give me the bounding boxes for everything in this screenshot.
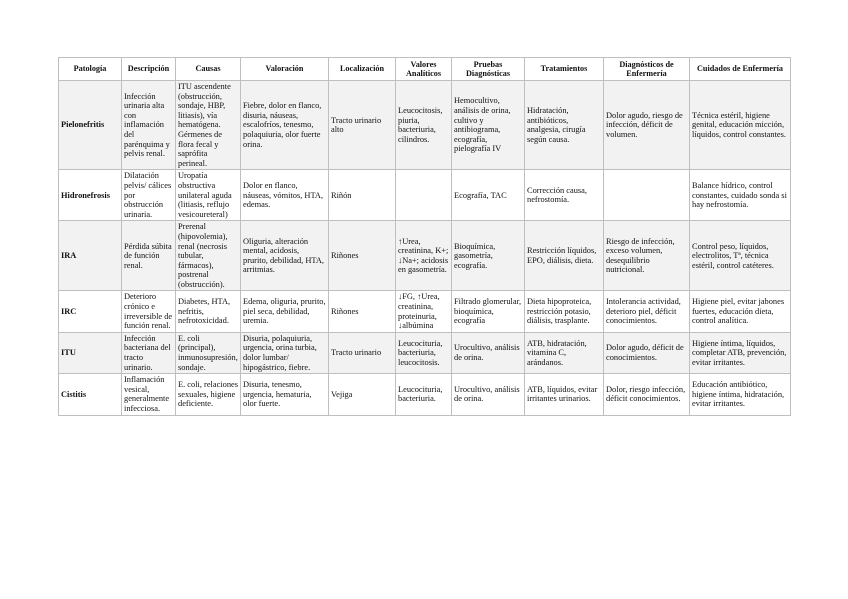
document-page xyxy=(58,57,790,416)
header-descripcion: Descripción xyxy=(122,58,176,81)
cell-diagnosticos: Dolor agudo, riesgo de infección, déficit de volumen. xyxy=(604,81,690,170)
cell-causas: E. coli, relaciones sexuales, higiene deficiente. xyxy=(176,374,241,415)
cell-valoracion: Disuria, tenesmo, urgencia, hematuria, olor fuerte. xyxy=(241,374,329,415)
header-causas: Causas xyxy=(176,58,241,81)
cell-cuidados: Higiene íntima, líquidos, completar ATB, prevención, evitar irritantes. xyxy=(690,332,791,373)
cell-pruebas: Urocultivo, análisis de orina. xyxy=(452,374,525,415)
header-diagnosticos-enfermeria: Diagnósticos de Enfermería xyxy=(604,58,690,81)
cell-tratamientos: Dieta hipoproteica, restricción potasio, diálisis, trasplante. xyxy=(525,291,604,332)
cell-cuidados: Educación antibiótico, higiene íntima, hidratación, evitar irritantes. xyxy=(690,374,791,415)
cell-causas: Uropatía obstructiva unilateral aguda (litiasis, reflujo vesicoureteral) xyxy=(176,170,241,221)
cell-valores: ↑Urea, creatinina, K+; ↓Na+; acidosis en gasometría. xyxy=(396,221,452,291)
header-tratamientos: Tratamientos xyxy=(525,58,604,81)
cell-descripcion: Infección urinaria alta con inflamación del parénquima y pelvis renal. xyxy=(122,81,176,170)
cell-cuidados: Control peso, líquidos, electrolitos, Tª, técnica estéril, control catéteres. xyxy=(690,221,791,291)
cell-diagnosticos: Dolor agudo, déficit de conocimientos. xyxy=(604,332,690,373)
cell-localizacion: Riñones xyxy=(329,291,396,332)
cell-valoracion: Edema, oliguria, prurito, piel seca, debilidad, uremia. xyxy=(241,291,329,332)
cell-causas: Diabetes, HTA, nefritis, nefrotoxicidad. xyxy=(176,291,241,332)
cell-patologia: ITU xyxy=(59,332,122,373)
cell-descripcion: Pérdida súbita de función renal. xyxy=(122,221,176,291)
cell-valores: Leucocitosis, piuria, bacteriuria, cilindros. xyxy=(396,81,452,170)
cell-localizacion: Vejiga xyxy=(329,374,396,415)
cell-diagnosticos xyxy=(604,170,690,221)
cell-valoracion: Disuria, polaquiuria, urgencia, orina turbia, dolor lumbar/ hipogástrico, fiebre. xyxy=(241,332,329,373)
header-patologia: Patología xyxy=(59,58,122,81)
cell-valoracion: Dolor en flanco, náuseas, vómitos, HTA, edemas. xyxy=(241,170,329,221)
table-row xyxy=(59,221,791,291)
cell-cuidados: Balance hídrico, control constantes, cuidado sonda si hay nefrostomía. xyxy=(690,170,791,221)
pathology-table xyxy=(58,57,791,416)
header-cuidados-enfermeria: Cuidados de Enfermería xyxy=(690,58,791,81)
cell-pruebas: Bioquímica, gasometría, ecografía. xyxy=(452,221,525,291)
cell-causas: ITU ascendente (obstrucción, sondaje, HBP, litiasis), vía hematógena. Gérmenes de flora fecal y saprófita perineal. xyxy=(176,81,241,170)
cell-valores: Leucocituria, bacteriuria. xyxy=(396,374,452,415)
cell-localizacion: Riñón xyxy=(329,170,396,221)
cell-diagnosticos: Dolor, riesgo infección, déficit conocimientos. xyxy=(604,374,690,415)
table-row xyxy=(59,81,791,170)
cell-patologia: IRC xyxy=(59,291,122,332)
cell-localizacion: Tracto urinario xyxy=(329,332,396,373)
cell-tratamientos: Restricción líquidos, EPO, diálisis, dieta. xyxy=(525,221,604,291)
cell-causas: E. coli (principal), inmunosupresión, sondaje. xyxy=(176,332,241,373)
cell-patologia: IRA xyxy=(59,221,122,291)
header-pruebas-diagnosticas: Pruebas Diagnósticas xyxy=(452,58,525,81)
cell-tratamientos: Hidratación, antibióticos, analgesia, cirugía según causa. xyxy=(525,81,604,170)
cell-cuidados: Higiene piel, evitar jabones fuertes, educación dieta, control analítica. xyxy=(690,291,791,332)
cell-valores: Leucocituria, bacteriuria, leucocitosis. xyxy=(396,332,452,373)
cell-cuidados: Técnica estéril, higiene genital, educación micción, líquidos, control constantes. xyxy=(690,81,791,170)
cell-pruebas: Urocultivo, análisis de orina. xyxy=(452,332,525,373)
cell-valoracion: Fiebre, dolor en flanco, disuria, náuseas, escalofríos, tenesmo, polaquiuria, olor fuerte orina. xyxy=(241,81,329,170)
cell-localizacion: Riñones xyxy=(329,221,396,291)
cell-descripcion: Dilatación pelvis/ cálices por obstrucción urinaria. xyxy=(122,170,176,221)
cell-patologia: Hidronefrosis xyxy=(59,170,122,221)
table-header-row xyxy=(59,58,791,81)
cell-valores: ↓FG, ↑Urea, creatinina, proteinuria, ↓albúmina xyxy=(396,291,452,332)
header-valores-analiticos: Valores Analíticos xyxy=(396,58,452,81)
table-row xyxy=(59,374,791,415)
header-valoracion: Valoración xyxy=(241,58,329,81)
cell-causas: Prerenal (hipovolemia), renal (necrosis tubular, fármacos), postrenal (obstrucción). xyxy=(176,221,241,291)
cell-localizacion: Tracto urinario alto xyxy=(329,81,396,170)
cell-patologia: Pielonefritis xyxy=(59,81,122,170)
table-row xyxy=(59,332,791,373)
cell-tratamientos: Corrección causa, nefrostomía. xyxy=(525,170,604,221)
table-row xyxy=(59,291,791,332)
cell-descripcion: Infección bacteriana del tracto urinario. xyxy=(122,332,176,373)
cell-pruebas: Hemocultivo, análisis de orina, cultivo y antibiograma, ecografía, pielografía IV xyxy=(452,81,525,170)
cell-patologia: Cistitis xyxy=(59,374,122,415)
cell-descripcion: Deterioro crónico e irreversible de función renal. xyxy=(122,291,176,332)
cell-tratamientos: ATB, líquidos, evitar irritantes urinarios. xyxy=(525,374,604,415)
cell-diagnosticos: Intolerancia actividad, deterioro piel, déficit conocimientos. xyxy=(604,291,690,332)
cell-pruebas: Filtrado glomerular, bioquímica, ecografía xyxy=(452,291,525,332)
table-row xyxy=(59,170,791,221)
cell-diagnosticos: Riesgo de infección, exceso volumen, desequilibrio nutricional. xyxy=(604,221,690,291)
cell-descripcion: Inflamación vesical, generalmente infecciosa. xyxy=(122,374,176,415)
cell-valoracion: Oliguria, alteración mental, acidosis, prurito, debilidad, HTA, arritmias. xyxy=(241,221,329,291)
header-localizacion: Localización xyxy=(329,58,396,81)
cell-pruebas: Ecografía, TAC xyxy=(452,170,525,221)
cell-tratamientos: ATB, hidratación, vitamina C, arándanos. xyxy=(525,332,604,373)
cell-valores xyxy=(396,170,452,221)
